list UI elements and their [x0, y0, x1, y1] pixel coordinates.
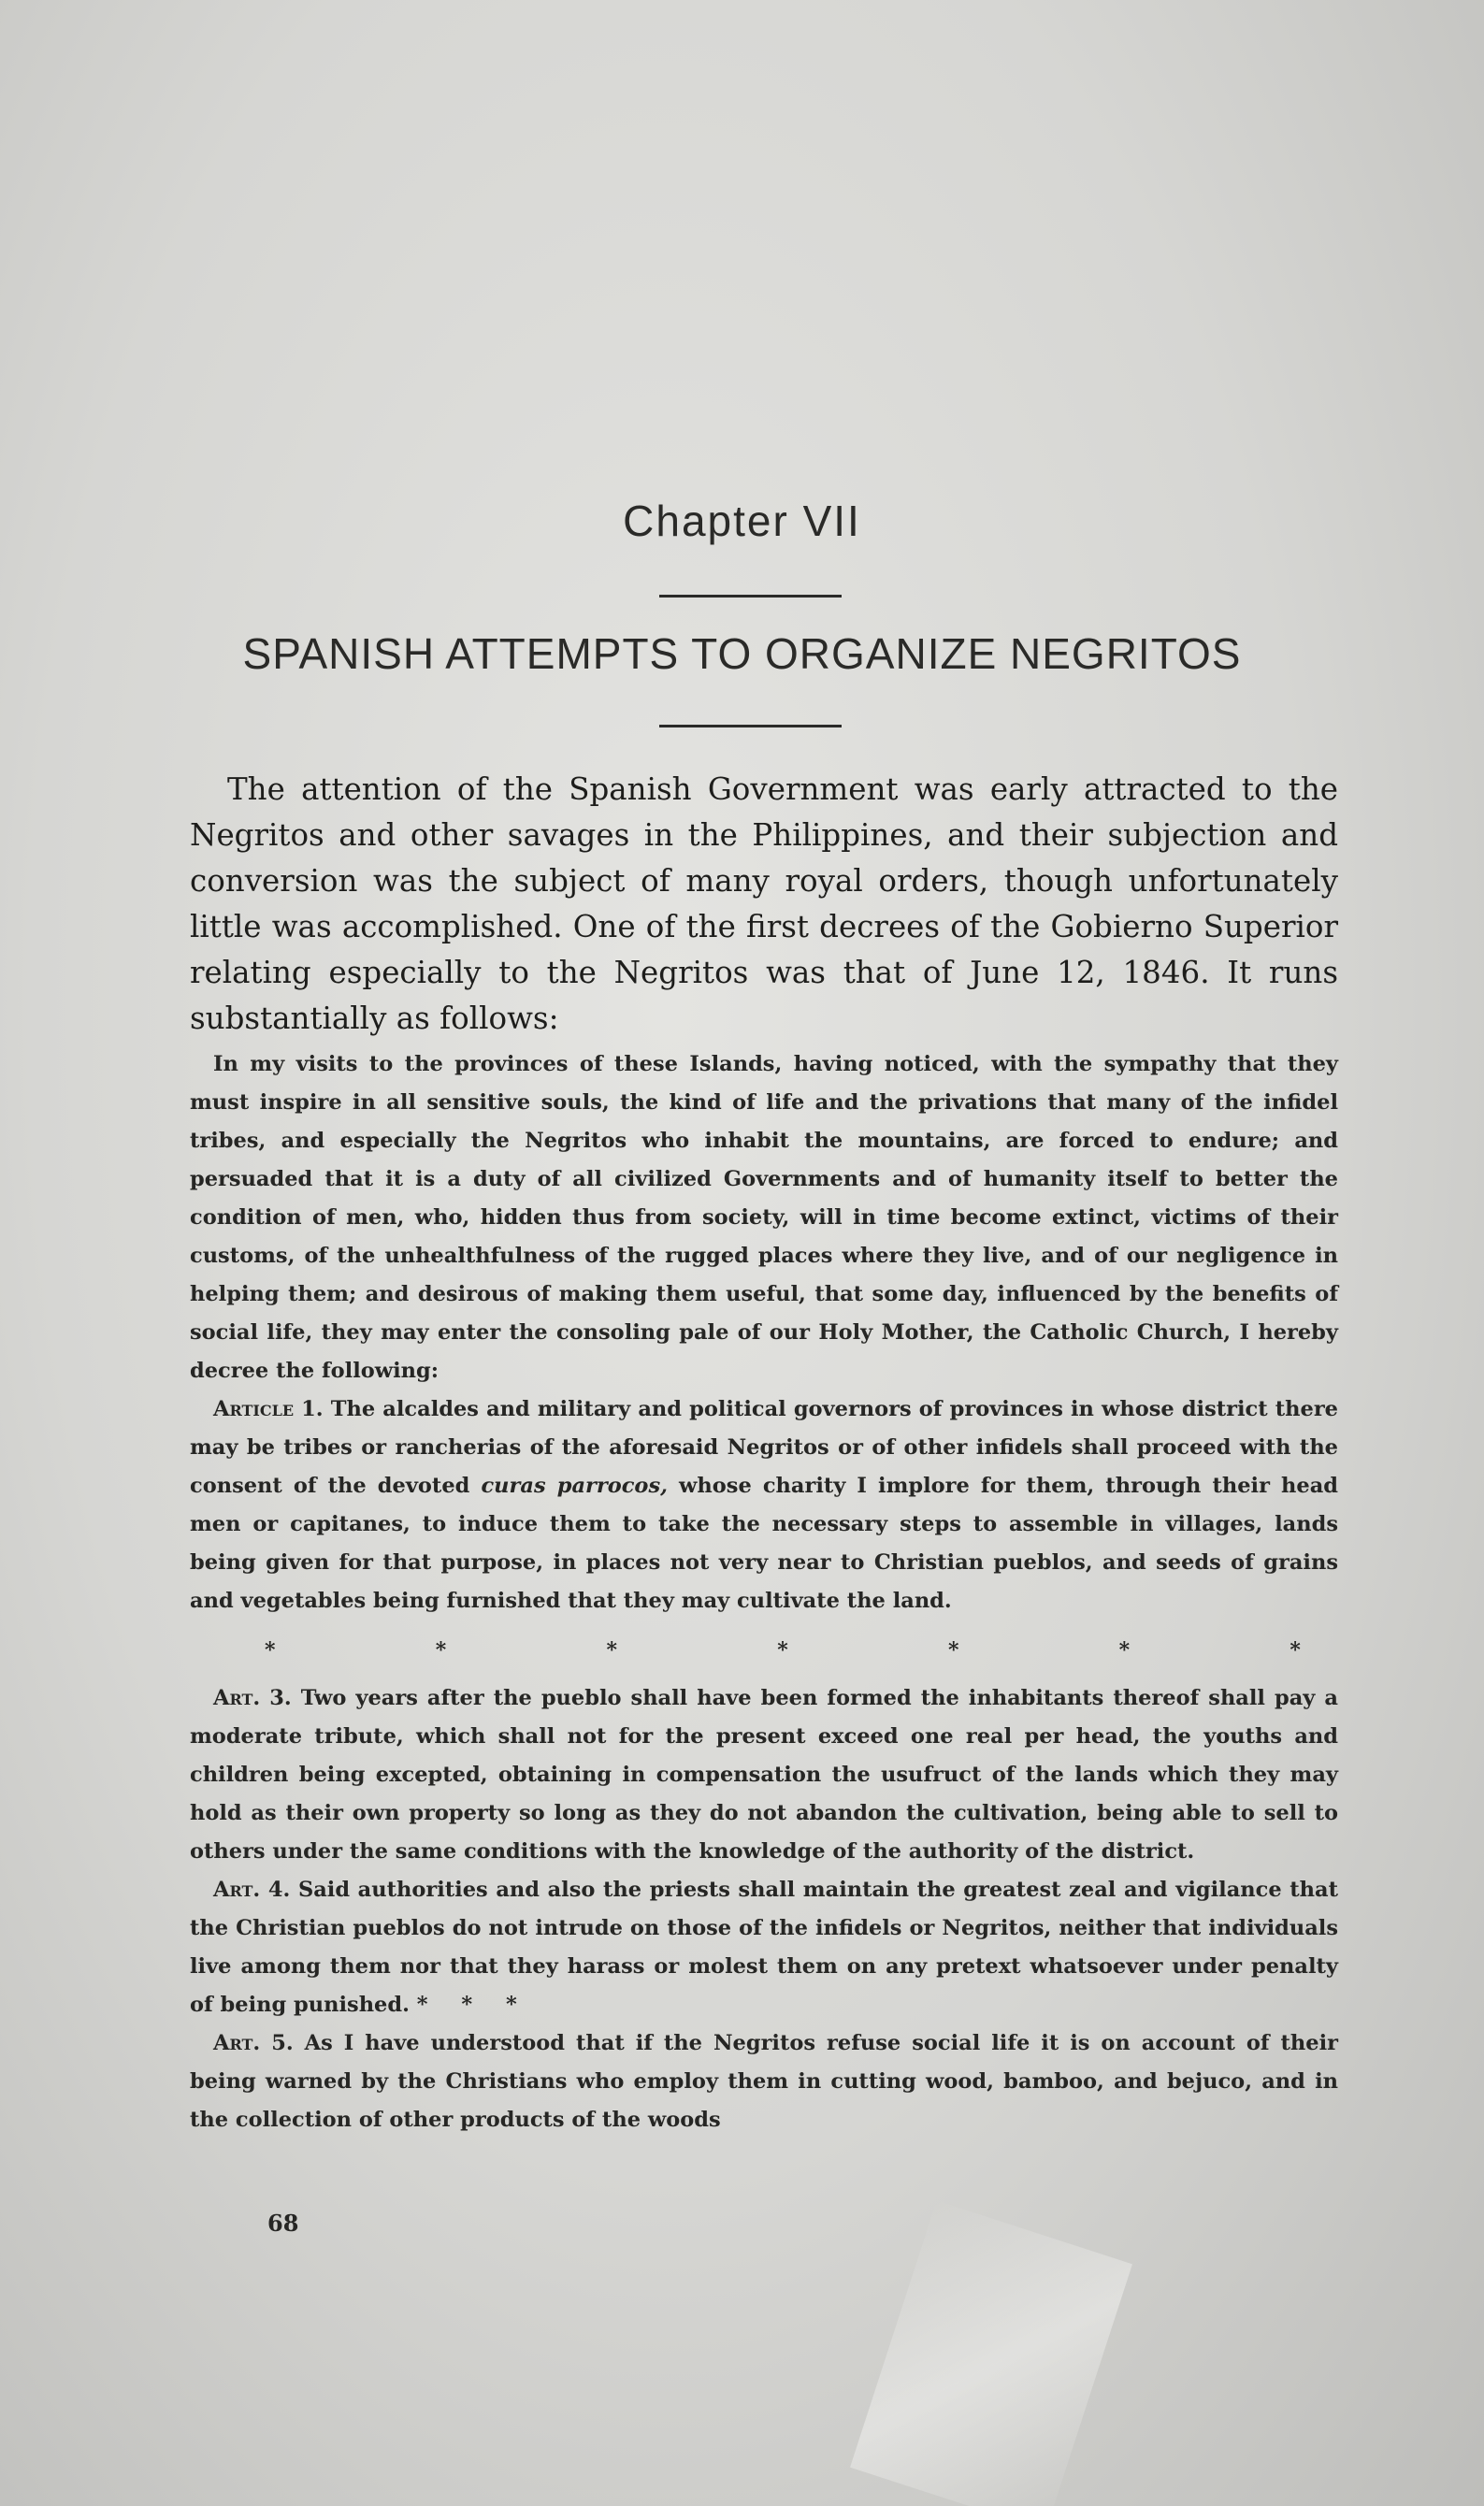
intro-paragraph — [190, 767, 1338, 1042]
chapter-heading: Chapter VII — [623, 497, 861, 545]
article-4-text: Said authorities and also the priests shall maintain the greatest zeal and vigilance that the Christian pueblos do not intrude on those of the infidels or Negritos, neither that individuals live among them nor that they harass or molest them on any pretext whatsoever under penalty of being punished. — [190, 1878, 1338, 2017]
star: * — [265, 1638, 276, 1663]
article-3-label: Art. 3. — [213, 1686, 292, 1710]
star: * — [1118, 1638, 1131, 1663]
article-1-text-before: The alcaldes and military and political governors of provinces in whose district there may be tribes or rancherias of the aforesaid Negritos or of other infidels shall proceed with the consent of the devoted — [190, 1397, 1338, 1498]
article-1-italic: curas parrocos, — [481, 1474, 668, 1498]
article-4-label: Art. 4. — [213, 1878, 291, 1902]
article-1 — [190, 1390, 1338, 1620]
decree-preamble: In my visits to the provinces of these Islands, having noticed, with the sympathy that they must inspire in all sensitive souls, the kind of life and the privations that many of the infidel tribes, and especially the Negritos who inhabit the mountains, are forced to endure; and persuaded that it is a duty of all civilized Governments and of humanity itself to better the condition of men, who, hidden thus from society, will in time become extinct, victims of their customs, of the unhealthfulness of the rugged places where they live, and of our negligence in helping them; and desirous of making them useful, that some day, influenced by the benefits of social life, they may enter the consoling pale of our Holy Mother, the Catholic Church, I hereby decree the following: — [190, 1052, 1338, 1383]
ellipsis-stars-row — [190, 1632, 1338, 1670]
bottom-divider — [659, 725, 842, 727]
article-4 — [190, 1871, 1338, 2024]
top-divider — [659, 595, 842, 598]
decree-quotation — [190, 1045, 1338, 2139]
star: * — [435, 1638, 447, 1663]
article-3-text: Two years after the pueblo shall have been formed the inhabitants thereof shall pay a moderate tribute, which shall not for the present exceed one real per head, the youths and children being excepted, obtaining in compensation the usufruct of the lands which they may hold as their own property so long as they do not abandon the cultivation, being able to sell to others under the same conditions with the knowledge of the authority of the district. — [190, 1686, 1338, 1864]
page-number: 68 — [267, 2210, 299, 2237]
star: * — [1289, 1638, 1301, 1663]
article-1-label: Article 1. — [213, 1397, 324, 1421]
article-5-label: Art. 5. — [213, 2031, 294, 2055]
star: * — [777, 1638, 788, 1663]
star: * — [606, 1638, 617, 1663]
article-5-text: As I have understood that if the Negritos refuse social life it is on account of their being warned by the Christians who employ them in cutting wood, bamboo, and bejuco, and in the collection of other products of the woods — [190, 2031, 1338, 2132]
intro-text: The attention of the Spanish Government was early attracted to the Negritos and other savages in the Philippines, and their subjection and conversion was the subject of many royal orders, though unfortunately little was accomplished. One of the first decrees of the Gobierno Superior relating especially to the Negritos was that of June 12, 1846. It runs substantially as follows: — [190, 771, 1338, 1036]
chapter-title: SPANISH ATTEMPTS TO ORGANIZE NEGRITOS — [242, 629, 1242, 678]
paper-smudge — [850, 2200, 1132, 2506]
article-3 — [190, 1679, 1338, 1871]
star: * — [947, 1638, 959, 1663]
article-5 — [190, 2024, 1338, 2139]
article-1-text-after: whose charity I implore for them, through their head men or capitanes, to induce them to take the necessary steps to assemble in villages, lands being given for that purpose, in places not very near to Christian pueblos, and seeds of grains and vegetables being furnished that they may cultivate the land. — [190, 1474, 1339, 1613]
article-4-stars: * * * — [416, 1993, 530, 2017]
